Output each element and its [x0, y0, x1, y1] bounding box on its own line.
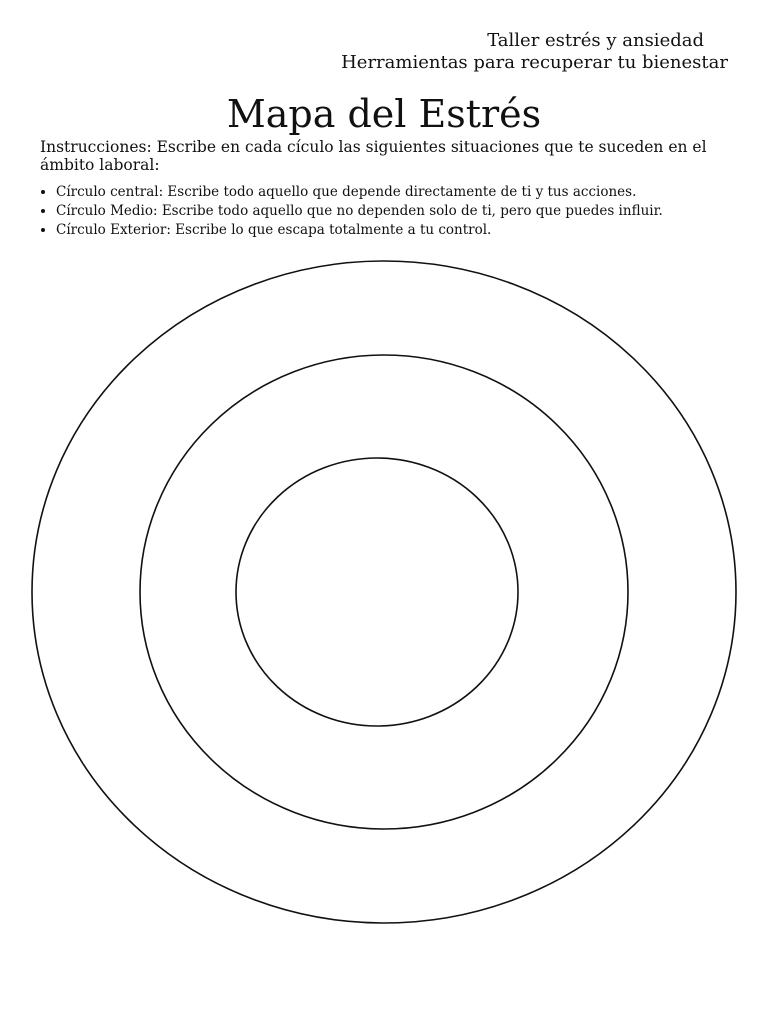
- middle-circle: [140, 355, 628, 829]
- workshop-title: Taller estrés y ansiedad: [487, 30, 704, 51]
- instructions-text: Instrucciones: Escribe en cada cículo las siguientes situaciones que te suceden en el ámbito laboral:: [40, 138, 707, 174]
- outer-circle: [32, 261, 736, 923]
- workshop-subtitle: Herramientas para recuperar tu bienestar: [341, 52, 728, 73]
- list-item-outer-circle: • Círculo Exterior: Escribe lo que escapa totalmente a tu control.: [56, 221, 756, 240]
- list-item-central-circle: • Círculo central: Escribe todo aquello que depende directamente de ti y tus acciones.: [56, 183, 756, 202]
- page-title: Mapa del Estrés: [226, 92, 542, 136]
- central-circle: [236, 458, 518, 726]
- list-item-middle-circle: • Círculo Medio: Escribe todo aquello que no dependen solo de ti, pero que puedes influir.: [56, 202, 756, 221]
